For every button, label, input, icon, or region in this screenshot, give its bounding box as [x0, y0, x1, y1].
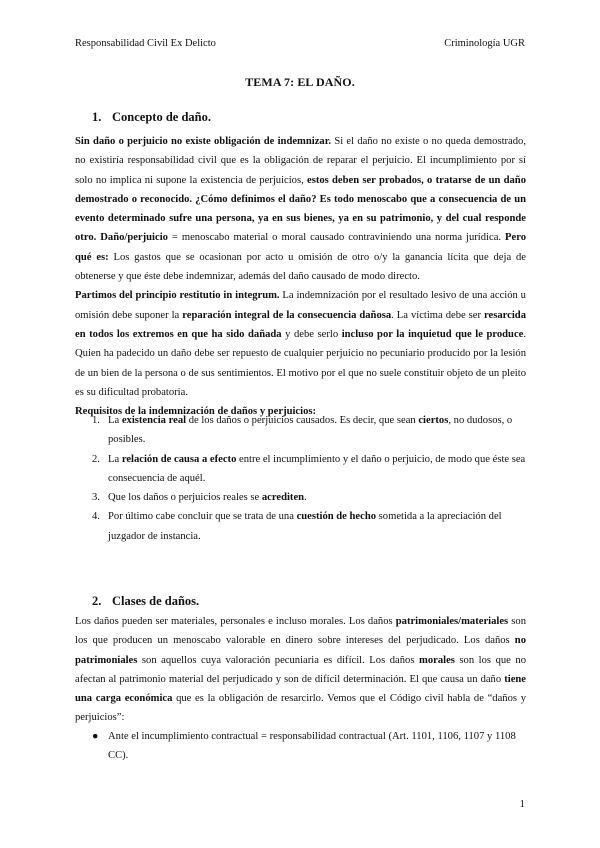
bold-text: Pero qué es: [75, 232, 527, 263]
bullet-list [92, 727, 526, 766]
text: de los daños o perjuicios causados. Es decir, que sean [186, 415, 419, 426]
list-number: 1. [92, 415, 100, 426]
paragraph-principle [75, 286, 526, 402]
header-right: Criminología UGR [444, 38, 525, 49]
bold-text: ciertos [418, 415, 449, 426]
page-title: TEMA 7: EL DAÑO. [245, 75, 355, 89]
list-number: 2. [92, 453, 100, 465]
requisitos-list [92, 411, 526, 546]
text: Los daños pueden ser materiales, personales e incluso morales. Los daños [75, 616, 396, 627]
section-2-heading [92, 594, 199, 609]
section-2-title: Clases de daños. [112, 594, 200, 608]
bold-text: Partimos del principio restitutio in integrum. [75, 290, 280, 302]
text: sometida a la apreciación del juzgador de instancia. [108, 511, 502, 542]
bold-text: tiene una carga económica [75, 673, 526, 705]
list-item [92, 507, 526, 546]
list-item [92, 727, 526, 766]
text: Ante el incumplimiento contractual = responsabilidad contractual (Art. 1101, 1106, 1107 y 1108 CC). [108, 731, 516, 762]
text: que es la obligación de resarcirlo. Vemos que el Código civil habla de “daños y perjuicios”: [75, 693, 526, 724]
bold-text: existencia real [121, 415, 187, 426]
section-2-body [75, 612, 526, 728]
page-number: 1 [519, 798, 525, 810]
section-1-heading [92, 110, 211, 125]
text: son aquellos cuya valoración pecuniaria es difícil. Los daños [137, 654, 419, 666]
text: Si el daño no existe o no queda demostrado, no existiría responsabilidad civil que es la obligación de reparar el perjuicio. El incumplimiento por sí solo no implica ni supone la existencia de perjuicios, [75, 136, 526, 186]
list-item [92, 411, 526, 450]
list-number: 4. [92, 511, 100, 523]
bold-text: cuestión de hecho [296, 511, 377, 523]
section-1-number: 1. [92, 110, 102, 124]
text: entre el incumplimiento y el daño o perjuicio, de modo que éste sea consecuencia de aquél. [108, 453, 526, 484]
section-1-body [75, 132, 526, 421]
bold-text: morales [419, 654, 455, 666]
text: Que los daños o perjuicios reales se [108, 492, 262, 504]
text: Por último cabe concluir que se trata de una [108, 511, 297, 523]
text: . Quien ha padecido un daño debe ser repuesto de cualquier perjuicio no pecuniario producido por la lesión de un bien de la persona o de sus sentimientos. El motivo por el que no suele constituir objeto de un pleito es su dificultad probatoria. [75, 328, 527, 398]
text: y debe serlo [281, 328, 342, 340]
text: , no dudosos, o posibles. [108, 415, 513, 446]
bold-text: incluso por la inquietud que le produce [341, 328, 524, 340]
list-number: 3. [92, 492, 100, 504]
bold-text: Sin daño o perjuicio no existe obligación de indemnizar. [75, 136, 332, 147]
bold-text: patrimoniales/materiales [395, 616, 509, 627]
bold-text: acrediten [261, 492, 305, 504]
text: = menoscabo material o moral causado contraviniendo una norma jurídica. [167, 232, 506, 244]
text: Los gastos que se ocasionan por acto u omisión de otro o/y la ganancia lícita que deja de obtenerse y que éste debe indemnizar, además del daño causado de modo directo. [75, 251, 526, 283]
section-2-number: 2. [92, 594, 102, 608]
paragraph-concept [75, 132, 526, 286]
text: La [108, 453, 122, 465]
text: son los que no afectan al patrimonio material del perjudicado y son de difícil determinación. El que causa un daño [75, 654, 527, 685]
bold-text: no patrimoniales [75, 635, 526, 666]
text: . La víctima debe ser [391, 309, 485, 321]
bold-text: Requisitos de la indemnización de daños y perjuicios: [75, 406, 317, 418]
text: son los que producen un menoscabo valorable en dinero sobre intereses del perjudicado. Los daños [75, 616, 526, 647]
header-left: Responsabilidad Civil Ex Delicto [75, 38, 216, 49]
section-1-title: Concepto de daño. [112, 110, 211, 124]
text: La indemnización por el resultado lesivo de una acción u omisión debe suponer la [75, 290, 526, 321]
bold-text: relación de causa a efecto [121, 453, 237, 465]
bold-text: estos deben ser probados, o tratarse de un daño demostrado o reconocido. ¿Cómo definimos el daño? Es todo menoscabo que a consecuencia de un evento determinado sufre una persona, ya en sus bienes, ya en su patrimonio, y del cual responde otro. Daño/perjuicio [75, 174, 526, 244]
list-item [92, 450, 526, 489]
bold-text: resarcida en todos los extremos en que ha sido dañada [75, 309, 526, 340]
text: . [304, 492, 307, 504]
paragraph-classes [75, 612, 526, 728]
list-item [92, 488, 526, 507]
text: La [108, 415, 122, 426]
bullet-icon: ● [92, 731, 99, 742]
bold-text: reparación integral de la consecuencia dañosa [182, 309, 392, 321]
